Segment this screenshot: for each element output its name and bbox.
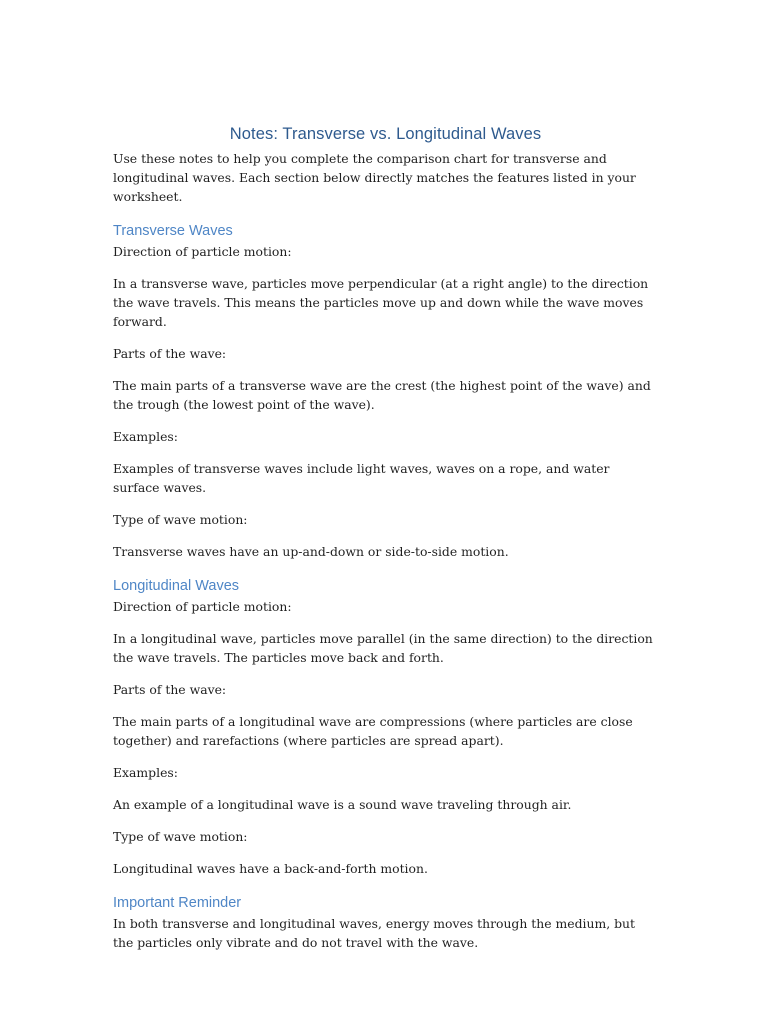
longitudinal-examples-label: Examples: bbox=[113, 765, 178, 780]
spacer bbox=[113, 363, 658, 376]
longitudinal-motion-text: Longitudinal waves have a back-and-forth motion. bbox=[113, 861, 428, 876]
spacer bbox=[113, 261, 658, 274]
reminder-text: In both transverse and longitudinal waves, energy moves through the medium, but the particles only vibrate and do not travel with the wave. bbox=[113, 916, 635, 950]
spacer bbox=[113, 616, 658, 629]
spacer bbox=[113, 814, 658, 827]
spacer bbox=[113, 529, 658, 542]
longitudinal-direction-label: Direction of particle motion: bbox=[113, 599, 292, 614]
transverse-direction-label: Direction of particle motion: bbox=[113, 244, 292, 259]
spacer bbox=[113, 846, 658, 859]
transverse-examples-label: Examples: bbox=[113, 429, 178, 444]
transverse-heading: Transverse Waves bbox=[113, 223, 233, 239]
longitudinal-motion-label: Type of wave motion: bbox=[113, 829, 248, 844]
longitudinal-parts-label: Parts of the wave: bbox=[113, 682, 227, 697]
transverse-direction-text: In a transverse wave, particles move perpendicular (at a right angle) to the direction the wave travels. This means the particles move up and down while the wave moves forward. bbox=[113, 276, 649, 329]
document-page bbox=[113, 122, 658, 952]
spacer bbox=[113, 497, 658, 510]
spacer bbox=[113, 750, 658, 763]
spacer bbox=[113, 446, 658, 459]
longitudinal-examples-text: An example of a longitudinal wave is a sound wave traveling through air. bbox=[113, 797, 572, 812]
reminder-heading: Important Reminder bbox=[113, 895, 242, 911]
transverse-motion-text: Transverse waves have an up-and-down or side-to-side motion. bbox=[113, 544, 509, 559]
spacer bbox=[113, 699, 658, 712]
longitudinal-parts-text: The main parts of a longitudinal wave are compressions (where particles are close together) and rarefactions (where particles are spread apart). bbox=[113, 714, 633, 748]
document-title: Notes: Transverse vs. Longitudinal Waves bbox=[229, 125, 542, 143]
intro-paragraph: Use these notes to help you complete the comparison chart for transverse and longitudinal waves. Each section below directly matches the features listed in your worksheet. bbox=[113, 151, 636, 204]
spacer bbox=[113, 782, 658, 795]
longitudinal-direction-text: In a longitudinal wave, particles move parallel (in the same direction) to the direction the wave travels. The particles move back and forth. bbox=[113, 631, 653, 665]
transverse-parts-label: Parts of the wave: bbox=[113, 346, 227, 361]
spacer bbox=[113, 414, 658, 427]
spacer bbox=[113, 331, 658, 344]
transverse-parts-text: The main parts of a transverse wave are the crest (the highest point of the wave) and the trough (the lowest point of the wave). bbox=[113, 378, 651, 412]
spacer bbox=[113, 667, 658, 680]
transverse-motion-label: Type of wave motion: bbox=[113, 512, 248, 527]
longitudinal-heading: Longitudinal Waves bbox=[113, 578, 240, 594]
transverse-examples-text: Examples of transverse waves include light waves, waves on a rope, and water surface waves. bbox=[113, 461, 610, 495]
